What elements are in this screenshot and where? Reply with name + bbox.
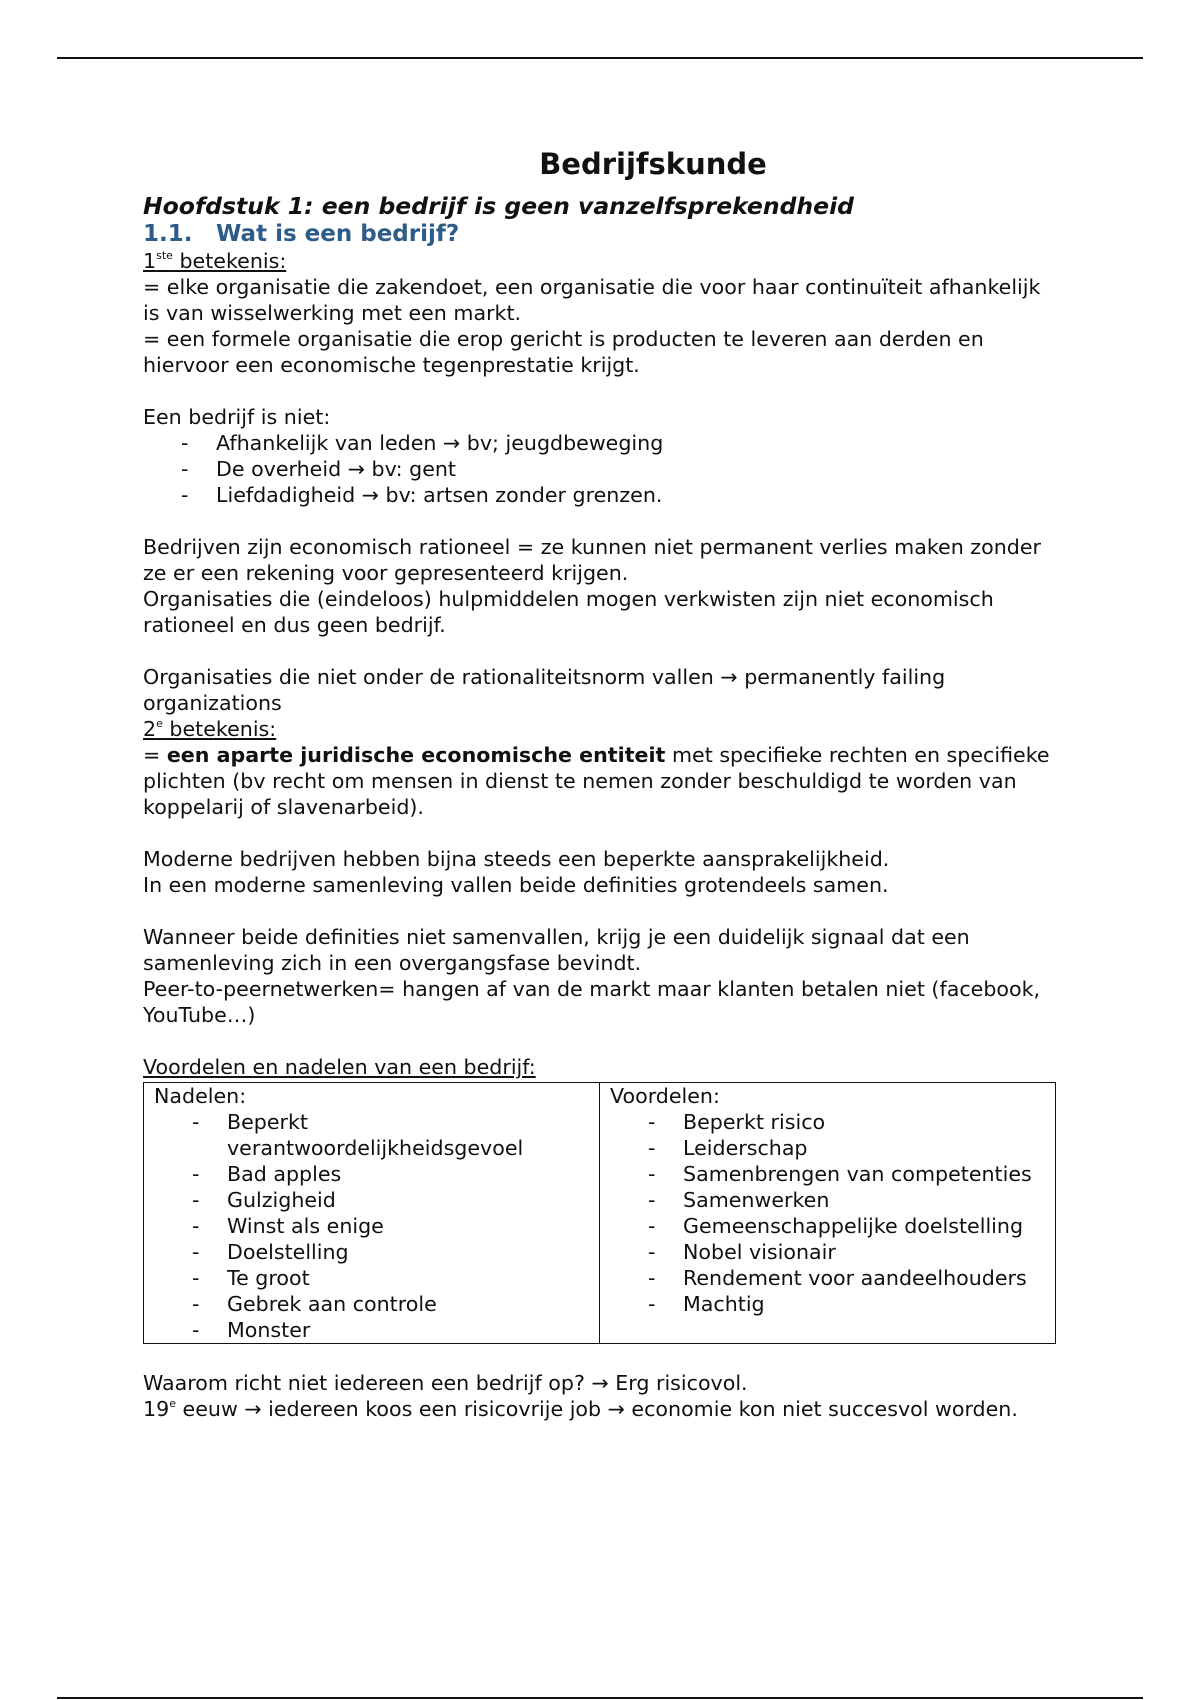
list-item: - Doelstelling	[154, 1239, 589, 1265]
rational-paragraph-2: Organisaties die (eindeloos) hulpmiddelen mogen verkwisten zijn niet economisch rationeel en dus geen bedrijf.	[143, 587, 994, 637]
list-item: - Samenwerken	[610, 1187, 1045, 1213]
chapter-heading: Hoofdstuk 1: een bedrijf is geen vanzelfsprekendheid	[143, 192, 854, 220]
list-item: - Beperkt verantwoordelijkheidsgevoel	[154, 1109, 589, 1161]
list-item: - Gulzigheid	[154, 1187, 589, 1213]
first-meaning-definition-2: = een formele organisatie die erop gericht is producten te leveren aan derden en hiervoor een economische tegenprestatie krijgt.	[143, 327, 984, 377]
peer-to-peer-paragraph: Peer-to-peernetwerken= hangen af van de markt maar klanten betalen niet (facebook, YouTube…)	[143, 977, 1041, 1027]
list-item: - Samenbrengen van competenties	[610, 1161, 1045, 1187]
second-meaning-label: 2e betekenis:	[143, 717, 277, 741]
section-title: Wat is een bedrijf?	[216, 221, 460, 247]
modern-companies-paragraph-1: Moderne bedrijven hebben bijna steeds een beperkte aansprakelijkheid.	[143, 847, 890, 871]
footer-rule	[57, 1697, 1143, 1699]
first-meaning-definition-1: = elke organisatie die zakendoet, een organisatie die voor haar continuïteit afhankelijk is van wisselwerking met een markt.	[143, 275, 1041, 325]
pros-list	[610, 1109, 1045, 1317]
pros-cons-heading: Voordelen en nadelen van een bedrijf:	[143, 1055, 536, 1079]
pros-cons-table	[143, 1082, 1056, 1344]
list-item: - Nobel visionair	[610, 1239, 1045, 1265]
not-a-company-list	[143, 430, 1063, 508]
section-number: 1.1.	[143, 221, 193, 247]
list-item: - Machtig	[610, 1291, 1045, 1317]
cons-title: Nadelen:	[154, 1084, 247, 1108]
rational-paragraph-1: Bedrijven zijn economisch rationeel = ze kunnen niet permanent verlies maken zonder ze er een rekening voor gepresenteerd krijgen.	[143, 535, 1041, 585]
list-item: - Monster	[154, 1317, 589, 1343]
list-item: - Gebrek aan controle	[154, 1291, 589, 1317]
first-meaning-label: 1ste betekenis:	[143, 249, 287, 273]
cons-column	[144, 1083, 600, 1344]
why-not-everyone-paragraph: Waarom richt niet iedereen een bedrijf op? → Erg risicovol.	[143, 1371, 748, 1395]
list-item: - Afhankelijk van leden → bv; jeugdbeweging	[143, 430, 1063, 456]
modern-companies-paragraph-2: In een moderne samenleving vallen beide definities grotendeels samen.	[143, 873, 889, 897]
failing-organizations-paragraph: Organisaties die niet onder de rationaliteitsnorm vallen → permanently failing organizations	[143, 665, 946, 715]
document-body	[143, 146, 1063, 1422]
list-item: - Te groot	[154, 1265, 589, 1291]
list-item: - Liefdadigheid → bv: artsen zonder grenzen.	[143, 482, 1063, 508]
header-rule	[57, 57, 1143, 59]
nineteenth-century-paragraph: 19e eeuw → iedereen koos een risicovrije job → economie kon niet succesvol worden.	[143, 1397, 1018, 1421]
cons-list	[154, 1109, 589, 1343]
second-meaning-definition: = een aparte juridische economische entiteit met specifieke rechten en specifieke plichten (bv recht om mensen in dienst te nemen zonder beschuldigd te worden van koppelarij of slavenarbeid).	[143, 743, 1050, 819]
list-item: - Beperkt risico	[610, 1109, 1045, 1135]
list-item: - Rendement voor aandeelhouders	[610, 1265, 1045, 1291]
list-item: - Bad apples	[154, 1161, 589, 1187]
list-item: - Leiderschap	[610, 1135, 1045, 1161]
document-title: Bedrijfskunde	[539, 147, 767, 181]
section-heading	[143, 221, 1063, 248]
list-item: - Winst als enige	[154, 1213, 589, 1239]
pros-title: Voordelen:	[610, 1084, 720, 1108]
list-item: - Gemeenschappelijke doelstelling	[610, 1213, 1045, 1239]
not-a-company-intro: Een bedrijf is niet:	[143, 405, 331, 429]
pros-column	[600, 1083, 1056, 1344]
list-item: - De overheid → bv: gent	[143, 456, 1063, 482]
transition-paragraph: Wanneer beide definities niet samenvallen, krijg je een duidelijk signaal dat een samenleving zich in een overgangsfase bevindt.	[143, 925, 970, 975]
